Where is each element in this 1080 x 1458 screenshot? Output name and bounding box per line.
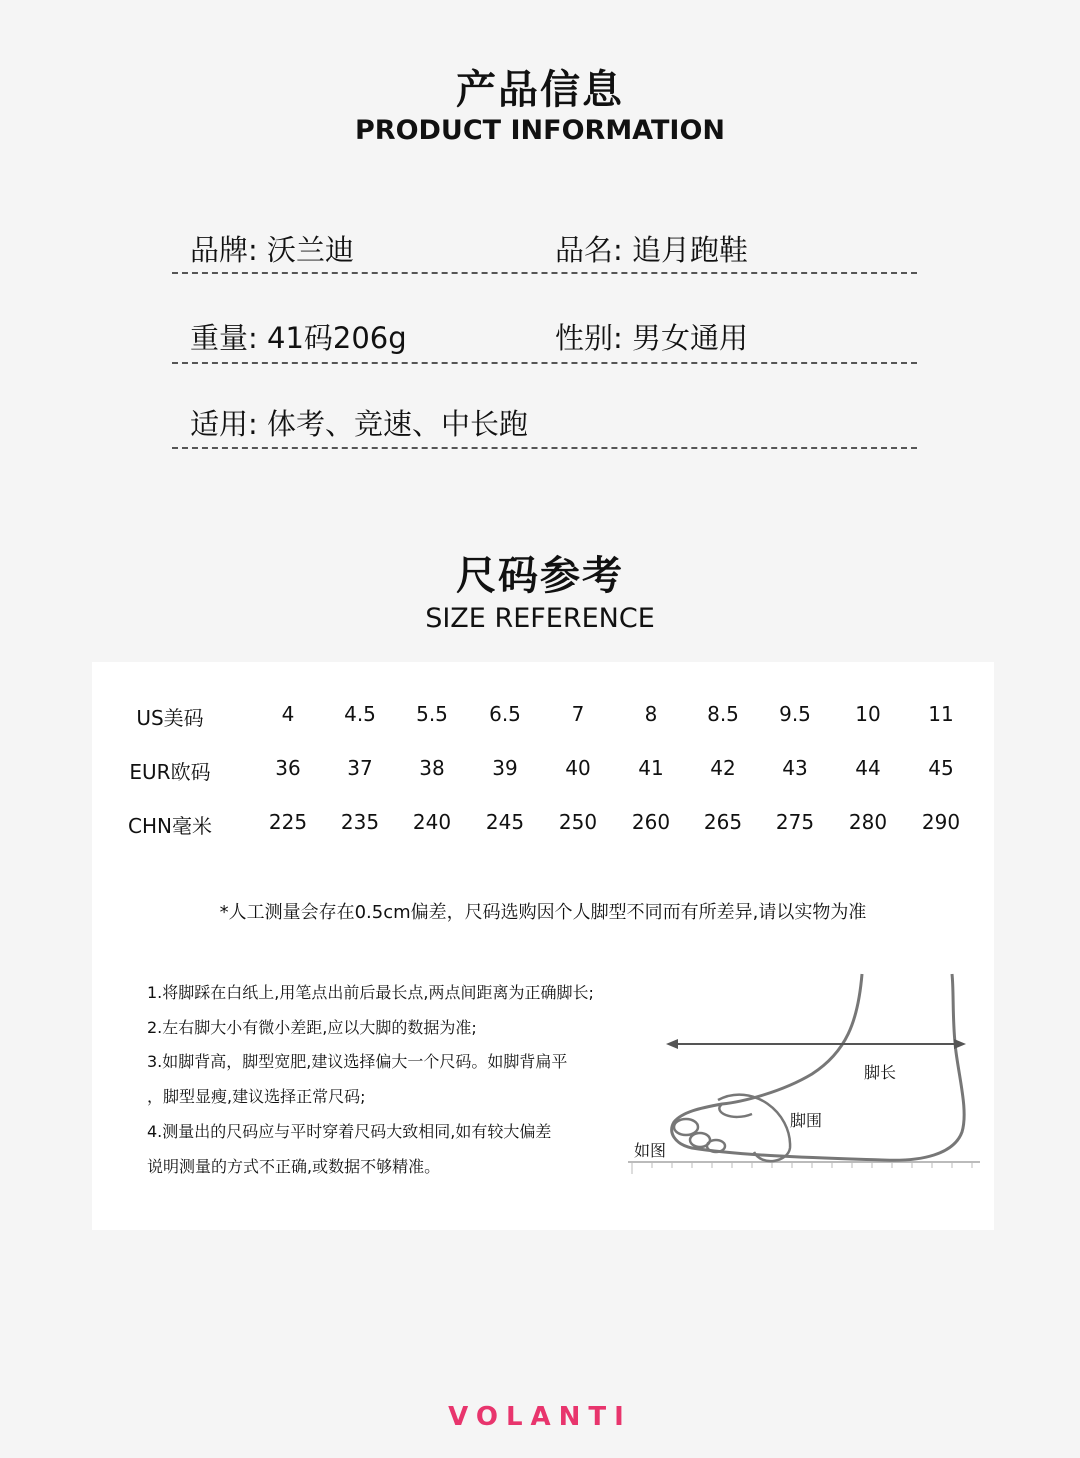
size-cell: 40: [565, 756, 591, 780]
row-label-eur: EUR欧码: [129, 760, 211, 784]
step-item: ，脚型显瘦,建议选择正常尺码;: [147, 1087, 366, 1106]
size-cell: 6.5: [489, 702, 521, 726]
size-title-en: SIZE REFERENCE: [425, 603, 655, 634]
info-product-name: 品名: 追月跑鞋: [555, 233, 748, 267]
diagram-example-label: 如图: [634, 1141, 667, 1160]
step-item: 说明测量的方式不正确,或数据不够精准。: [147, 1157, 441, 1176]
size-cell: 10: [855, 702, 881, 726]
size-cell: 11: [928, 702, 954, 726]
size-cell: 4.5: [344, 702, 376, 726]
size-cell: 245: [485, 810, 525, 834]
size-cell: 8: [644, 702, 658, 726]
size-cell: 41: [638, 756, 664, 780]
divider: [172, 272, 917, 274]
size-title-cn: 尺码参考: [456, 553, 624, 599]
brand-logo: VOLANTI: [448, 1402, 632, 1432]
info-weight: 重量: 41码206g: [190, 321, 407, 355]
size-cell: 240: [412, 810, 452, 834]
foot-diagram: [622, 962, 992, 1182]
size-cell: 37: [347, 756, 373, 780]
size-cell: 42: [710, 756, 736, 780]
size-cell: 275: [775, 810, 815, 834]
size-cell: 9.5: [779, 702, 811, 726]
size-cell: 38: [419, 756, 445, 780]
size-cell: 44: [855, 756, 881, 780]
size-cell: 39: [492, 756, 518, 780]
size-cell: 290: [921, 810, 961, 834]
size-cell: 7: [571, 702, 585, 726]
size-cell: 235: [340, 810, 380, 834]
step-item: 3.如脚背高，脚型宽肥,建议选择偏大一个尺码。如脚背扁平: [147, 1052, 568, 1071]
size-cell: 225: [268, 810, 308, 834]
info-brand: 品牌: 沃兰迪: [190, 233, 354, 267]
size-panel: [92, 662, 994, 1230]
step-item: 2.左右脚大小有微小差距,应以大脚的数据为准;: [147, 1018, 477, 1037]
size-cell: 260: [631, 810, 671, 834]
row-label-chn: CHN毫米: [128, 814, 212, 838]
size-cell: 265: [703, 810, 743, 834]
divider: [172, 362, 917, 364]
size-cell: 5.5: [416, 702, 448, 726]
divider: [172, 447, 917, 449]
size-cell: 280: [848, 810, 888, 834]
size-cell: 4: [281, 702, 295, 726]
step-item: 4.测量出的尺码应与平时穿着尺码大致相同,如有较大偏差: [147, 1122, 552, 1141]
size-cell: 36: [275, 756, 301, 780]
step-item: 1.将脚踩在白纸上,用笔点出前后最长点,两点间距离为正确脚长;: [147, 983, 594, 1002]
size-cell: 45: [928, 756, 954, 780]
size-cell: 8.5: [707, 702, 739, 726]
info-gender: 性别: 男女通用: [555, 321, 748, 355]
row-label-us: US美码: [136, 706, 204, 730]
product-title-cn: 产品信息: [456, 67, 624, 113]
size-cell: 250: [558, 810, 598, 834]
diagram-length-label: 脚长: [864, 1063, 897, 1082]
size-cell: 43: [782, 756, 808, 780]
product-title-en: PRODUCT INFORMATION: [354, 115, 725, 146]
diagram-girth-label: 脚围: [790, 1111, 823, 1130]
size-note: *人工测量会存在0.5cm偏差，尺码选购因个人脚型不同而有所差异,请以实物为准: [219, 902, 867, 923]
info-usage: 适用: 体考、竞速、中长跑: [190, 407, 528, 441]
